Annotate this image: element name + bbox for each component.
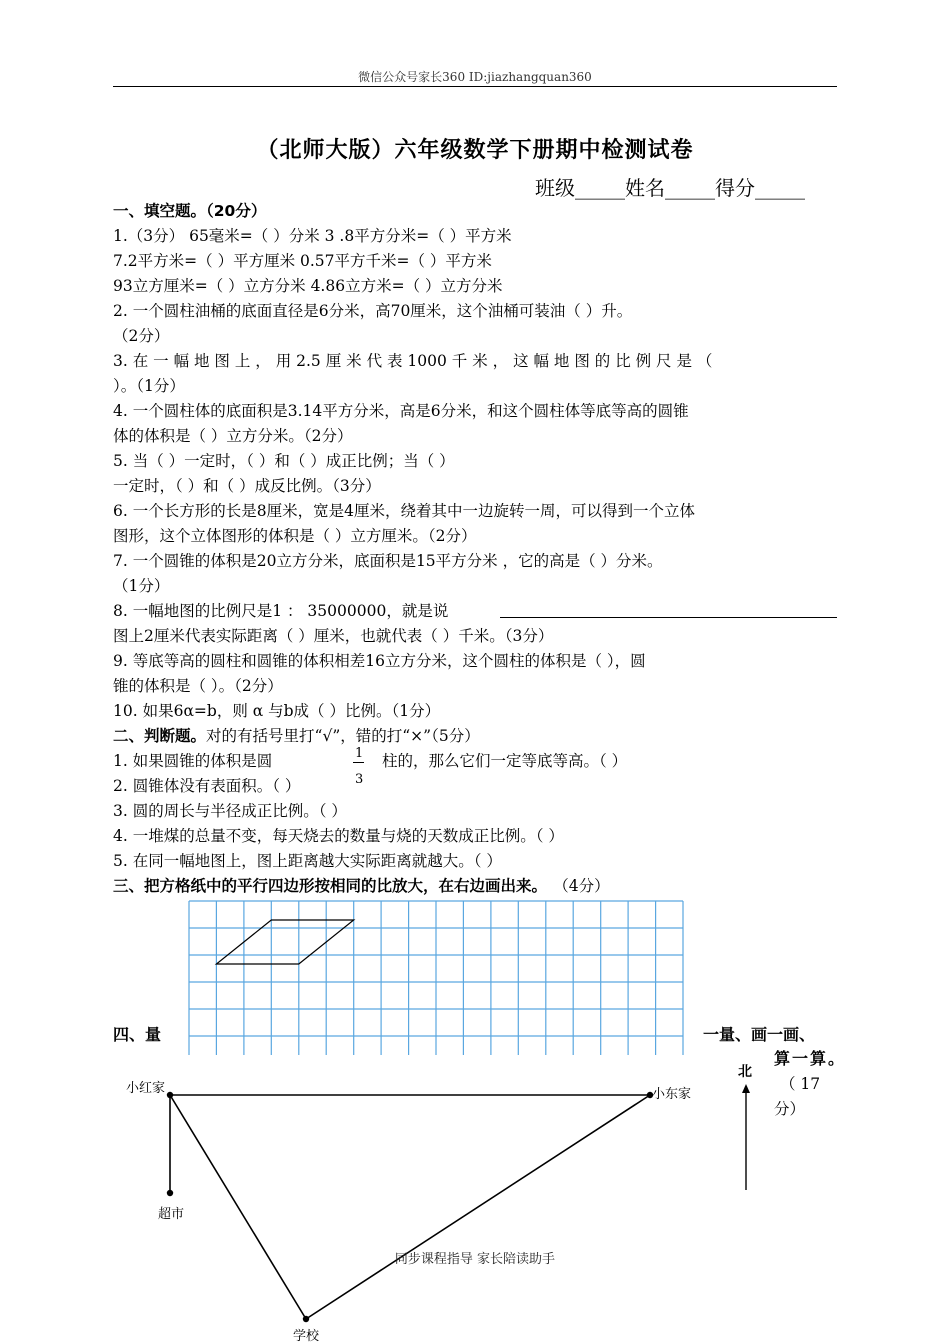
north-label: 北 [738, 1064, 752, 1080]
page-header: 微信公众号家长360 ID:jiazhangquan360 [358, 70, 592, 84]
judge-q3: 3. 圆的周长与半径成正比例。（ ） [113, 802, 347, 820]
q2-line1: 2. 一个圆柱油桶的底面直径是6分米，高70厘米，这个油桶可装油（ ）升。 [113, 302, 633, 320]
route-map [110, 1060, 770, 1344]
page-footer: 同步课程指导 家长陪读助手 [394, 1252, 556, 1267]
q3-line2: ）。（1分） [113, 377, 185, 395]
q5-line1: 5. 当（ ）一定时，（ ）和（ ）成正比例；当（ ） [113, 452, 455, 470]
judge-q4: 4. 一堆煤的总量不变，每天烧去的数量与烧的天数成正比例。（ ） [113, 827, 564, 845]
q8-answer-underline [500, 617, 837, 618]
q9-line2: 锥的体积是（ ）。（2分） [113, 677, 283, 695]
judge-q1-part2: 柱的，那么它们一定等底等高。（ ） [382, 752, 628, 770]
square-grid [186, 898, 686, 1058]
q6-line2: 图形，这个立体图形的体积是（ ）立方厘米。（2分） [113, 527, 477, 545]
label-school: 学校 [293, 1329, 320, 1344]
fraction-bar [353, 762, 364, 763]
judge-q5: 5. 在同一幅地图上，图上距离越大实际距离就越大。（ ） [113, 852, 502, 870]
grid-lines [189, 901, 683, 1055]
q3-line1: 3. 在 一 幅 地 图 上 ， 用 2.5 厘 米 代 表 1000 千 米 ， 这 幅 地 图 的 比 例 尺 是 （ [113, 352, 713, 370]
q7-line2: （1分） [113, 577, 170, 595]
judge-q1-part1: 1. 如果圆锥的体积是圆 [113, 752, 273, 770]
north-arrow-icon [736, 1084, 756, 1194]
section3-heading [113, 874, 610, 899]
q1-line1: 1.（3分） 65毫米=（ ）分米 3 .8平方分米=（ ）平方米 [113, 227, 512, 245]
section3-heading-text: 三、把方格纸中的平行四边形按相同的比放大，在右边画出来。 [113, 877, 548, 895]
point-supermarket [167, 1190, 173, 1196]
section4-line2: 算一算。 [774, 1049, 847, 1068]
page-title: （北师大版）六年级数学下册期中检测试卷 [256, 138, 694, 163]
road-school-xiaodong [306, 1095, 650, 1319]
point-school [303, 1316, 309, 1322]
section4-points-b: 分） [774, 1100, 806, 1118]
q1-line2: 7.2平方米=（ ）平方厘米 0.57平方千米=（ ）平方米 [113, 252, 492, 270]
q7-line1: 7. 一个圆锥的体积是20立方分米，底面积是15平方分米 ，它的高是（ ）分米。 [113, 552, 663, 570]
section4-heading-right: 一量、画一画、 [703, 1025, 816, 1044]
section3-points: （4分） [561, 877, 610, 895]
road-xiaohong-school [170, 1095, 306, 1319]
q2-line2: （2分） [113, 327, 170, 345]
section2-heading [113, 724, 480, 749]
q6-line1: 6. 一个长方形的长是8厘米，宽是4厘米，绕着其中一边旋转一周，可以得到一个立体 [113, 502, 695, 520]
fraction-numerator: 1 [355, 746, 364, 761]
section1-heading: 一、填空题。（20分） [113, 202, 267, 220]
label-supermarket: 超市 [158, 1207, 185, 1222]
q9-line1: 9. 等底等高的圆柱和圆锥的体积相差16立方分米，这个圆柱的体积是（ ），圆 [113, 652, 646, 670]
q10-line: 10. 如果6α=b，则 α 与b成（ ）比例。（1分） [113, 702, 441, 720]
label-xiaodong: 小东家 [652, 1087, 692, 1102]
q8-line1: 8. 一幅地图的比例尺是1 ： 35000000，就是说 [113, 602, 449, 620]
q4-line1: 4. 一个圆柱体的底面积是3.14平方分米，高是6分米，和这个圆柱体等底等高的圆锥 [113, 402, 689, 420]
q1-line3: 93立方厘米=（ ）立方分米 4.86立方米=（ ）立方分米 [113, 277, 503, 295]
parallelogram-shape [216, 920, 353, 964]
section2-heading-bold: 二、判断题。 [113, 727, 207, 745]
judge-q2: 2. 圆锥体没有表面积。（ ） [113, 777, 301, 795]
q4-line2: 体的体积是（ ）立方分米。（2分） [113, 427, 353, 445]
header-rule [113, 86, 837, 87]
q5-line2: 一定时，（ ）和（ ）成反比例。（3分） [113, 477, 381, 495]
section4-heading-left: 四、量 [113, 1025, 162, 1044]
label-xiaohong: 小红家 [126, 1081, 166, 1096]
point-xiaohong [167, 1092, 173, 1098]
section2-heading-rest: 对的有括号里打“√”，错的打“×”（5分） [206, 727, 480, 745]
q8-line2: 图上2厘米代表实际距离（ ）厘米，也就代表（ ）千米。（3分） [113, 627, 554, 645]
fraction-denominator: 3 [355, 772, 364, 787]
section4-points-a: （ 17 [780, 1075, 821, 1093]
class-name-score-line: 班级_____姓名_____得分_____ [535, 176, 805, 200]
